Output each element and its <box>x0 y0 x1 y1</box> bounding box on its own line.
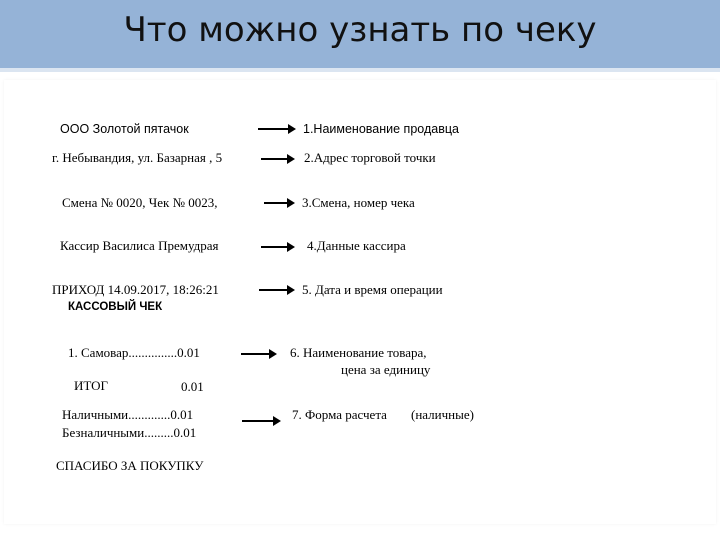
arrow-datetime <box>259 289 293 291</box>
receipt-total-label: ИТОГ <box>74 378 109 393</box>
label-datetime: 5. Дата и время операции <box>302 282 443 297</box>
arrow-goods <box>241 353 275 355</box>
label-seller: 1.Наименование продавца <box>303 122 459 136</box>
arrow-shift <box>264 202 293 204</box>
title-bar-divider <box>0 68 720 72</box>
receipt-type: КАССОВЫЙ ЧЕК <box>68 301 163 313</box>
label-address: 2.Адрес торговой точки <box>304 150 436 165</box>
arrow-seller <box>258 128 294 130</box>
label-payment-note: (наличные) <box>411 407 474 422</box>
receipt-total-value: 0.01 <box>181 379 204 394</box>
receipt-cash: Наличными.............0.01 <box>62 407 194 422</box>
receipt-thanks: СПАСИБО ЗА ПОКУПКУ <box>56 458 204 473</box>
receipt-address: г. Небывандия, ул. Базарная , 5 <box>52 150 223 165</box>
receipt-shop-name: ООО Золотой пятачок <box>60 122 189 136</box>
slide-title: Что можно узнать по чеку <box>123 10 597 50</box>
label-goods-line1: 6. Наименование товара, <box>290 345 427 360</box>
label-payment: 7. Форма расчета <box>292 407 387 422</box>
label-goods-line2: цена за единицу <box>341 362 431 377</box>
arrow-cashier <box>261 246 293 248</box>
label-shift: 3.Смена, номер чека <box>302 195 415 210</box>
receipt-cashless: Безналичными.........0.01 <box>62 425 197 440</box>
label-cashier: 4.Данные кассира <box>307 238 406 253</box>
receipt-item: 1. Самовар...............0.01 <box>68 345 200 360</box>
arrow-payment <box>242 420 279 422</box>
receipt-shift: Смена № 0020, Чек № 0023, <box>62 195 218 210</box>
arrow-address <box>261 158 293 160</box>
receipt-income: ПРИХОД 14.09.2017, 18:26:21 <box>52 282 219 297</box>
receipt-cashier: Кассир Василиса Премудрая <box>60 238 219 253</box>
